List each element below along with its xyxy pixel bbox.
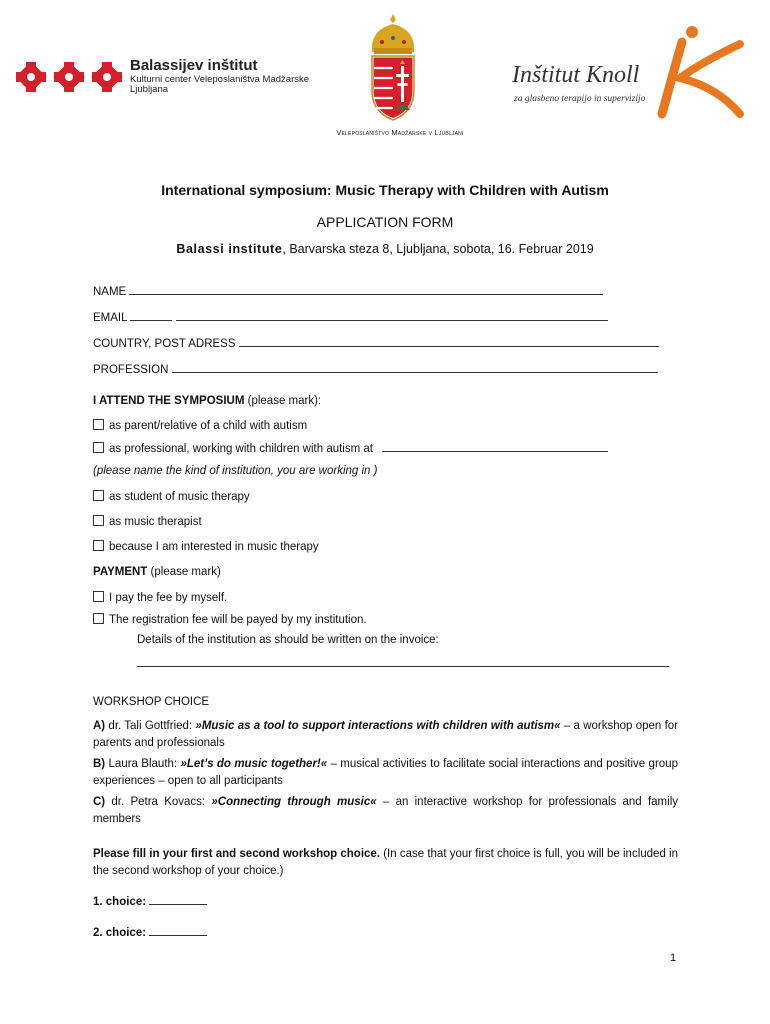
profession-field[interactable] <box>172 362 658 373</box>
option-label: because I am interested in music therapy <box>109 541 319 553</box>
event-location <box>0 242 770 256</box>
email-field-part2[interactable] <box>176 310 608 321</box>
attend-option-therapist <box>93 515 202 528</box>
name-row <box>93 284 603 298</box>
country-label: COUNTRY, POST ADRESS <box>93 338 236 350</box>
attend-option-interested <box>93 540 319 553</box>
payment-option-self <box>93 591 227 604</box>
checkbox[interactable] <box>93 540 104 551</box>
balassi-logo <box>14 58 309 95</box>
country-field[interactable] <box>239 336 659 347</box>
invoice-details-field[interactable] <box>137 656 669 667</box>
name-label: NAME <box>93 286 127 298</box>
choice-instruction-bold: Please fill in your first and second workshop choice. <box>93 848 381 860</box>
country-row <box>93 336 659 350</box>
workshop-heading: WORKSHOP CHOICE <box>93 696 210 708</box>
workshop-b <box>93 756 678 790</box>
checkbox[interactable] <box>93 591 104 602</box>
location-venue: Balassi institute <box>176 242 283 256</box>
balassi-city: Ljubljana <box>130 83 169 95</box>
location-details: , Barvarska steza 8, Ljubljana, sobota, 16. Februar 2019 <box>282 242 594 256</box>
second-choice-field[interactable] <box>149 925 207 936</box>
balassi-subtitle: Kulturni center Veleposlaništva Madžarske <box>130 73 310 85</box>
checkbox[interactable] <box>93 515 104 526</box>
profession-label: PROFESSION <box>93 364 169 376</box>
payment-heading-bold: PAYMENT <box>93 566 148 578</box>
workshop-a-title: »Music as a tool to support interactions with children with autism« <box>195 720 561 732</box>
workshop-c-title: »Connecting through music« <box>211 796 377 808</box>
workshop-a <box>93 718 678 752</box>
workshop-b-title: »Let’s do music together!« <box>180 758 328 770</box>
attend-heading-bold: I ATTEND THE SYMPOSIUM <box>93 395 245 407</box>
second-choice-row <box>93 925 207 939</box>
workshop-c-label: C) <box>93 796 106 808</box>
checkbox[interactable] <box>93 613 104 624</box>
option-label: as parent/relative of a child with autism <box>109 420 308 432</box>
workshop-a-label: A) <box>93 720 106 732</box>
email-row <box>93 310 608 324</box>
page-title: International symposium: Music Therapy with Children with Autism <box>161 182 609 198</box>
page-number: 1 <box>670 952 677 964</box>
option-label: I pay the fee by myself. <box>109 592 228 604</box>
form-subtitle: APPLICATION FORM <box>316 214 454 230</box>
balassi-flower-icon <box>14 60 124 94</box>
invoice-details-row <box>137 656 669 670</box>
first-choice-field[interactable] <box>149 894 207 905</box>
attend-heading-rest: (please mark): <box>244 395 322 407</box>
knoll-name: Inštitut Knoll <box>512 62 640 88</box>
balassi-name: Balassijev inštitut <box>130 57 258 74</box>
attend-option-parent <box>93 419 307 432</box>
workshop-b-label: B) <box>93 758 106 770</box>
option-label: as music therapist <box>109 516 202 528</box>
attend-note: (please name the kind of institution, you are working in ) <box>93 465 378 477</box>
checkbox[interactable] <box>93 419 104 430</box>
payment-heading <box>93 566 221 578</box>
embassy-caption: Veleposlaništvo Madžarske v Ljubljani <box>336 128 464 137</box>
attend-option-student <box>93 490 250 503</box>
institution-field[interactable] <box>382 441 608 452</box>
workshop-c <box>93 794 678 828</box>
workshop-b-desc: – musical activities to facilitate social interactions and positive group experiences – open to all participants <box>93 758 678 787</box>
profession-row <box>93 362 658 376</box>
choice-instruction <box>93 846 678 880</box>
second-choice-label: 2. choice: <box>93 927 147 939</box>
hungarian-crest-icon <box>364 12 422 124</box>
email-label: EMAIL <box>93 312 128 324</box>
first-choice-row <box>93 894 207 908</box>
checkbox[interactable] <box>93 442 104 453</box>
workshop-a-person: dr. Tali Gottfried: <box>105 720 196 732</box>
knoll-subtitle: za glasbeno terapijo in supervizijo <box>514 94 646 104</box>
checkbox[interactable] <box>93 490 104 501</box>
attend-option-professional <box>93 441 608 455</box>
workshop-c-person: dr. Petra Kovacs: <box>105 796 212 808</box>
option-label: as professional, working with children with autism at <box>109 443 373 455</box>
header <box>0 0 770 150</box>
invoice-details-label: Details of the institution as should be written on the invoice: <box>137 634 439 646</box>
email-field-part1[interactable] <box>130 310 172 321</box>
name-field[interactable] <box>129 284 603 295</box>
choice-instruction-rest: (In case that your first choice is full, you will be included in the second workshop of your choice.) <box>93 848 678 877</box>
workshop-b-person: Laura Blauth: <box>105 758 181 770</box>
option-label: The registration fee will be payed by my institution. <box>109 614 367 626</box>
first-choice-label: 1. choice: <box>93 896 147 908</box>
payment-heading-rest: (please mark) <box>147 566 221 578</box>
workshop-a-desc: – a workshop open for parents and professionals <box>93 720 678 749</box>
attend-heading <box>93 395 321 407</box>
option-label: as student of music therapy <box>109 491 250 503</box>
workshop-c-desc: – an interactive workshop for professionals and family members <box>93 796 678 825</box>
payment-option-institution <box>93 613 367 626</box>
